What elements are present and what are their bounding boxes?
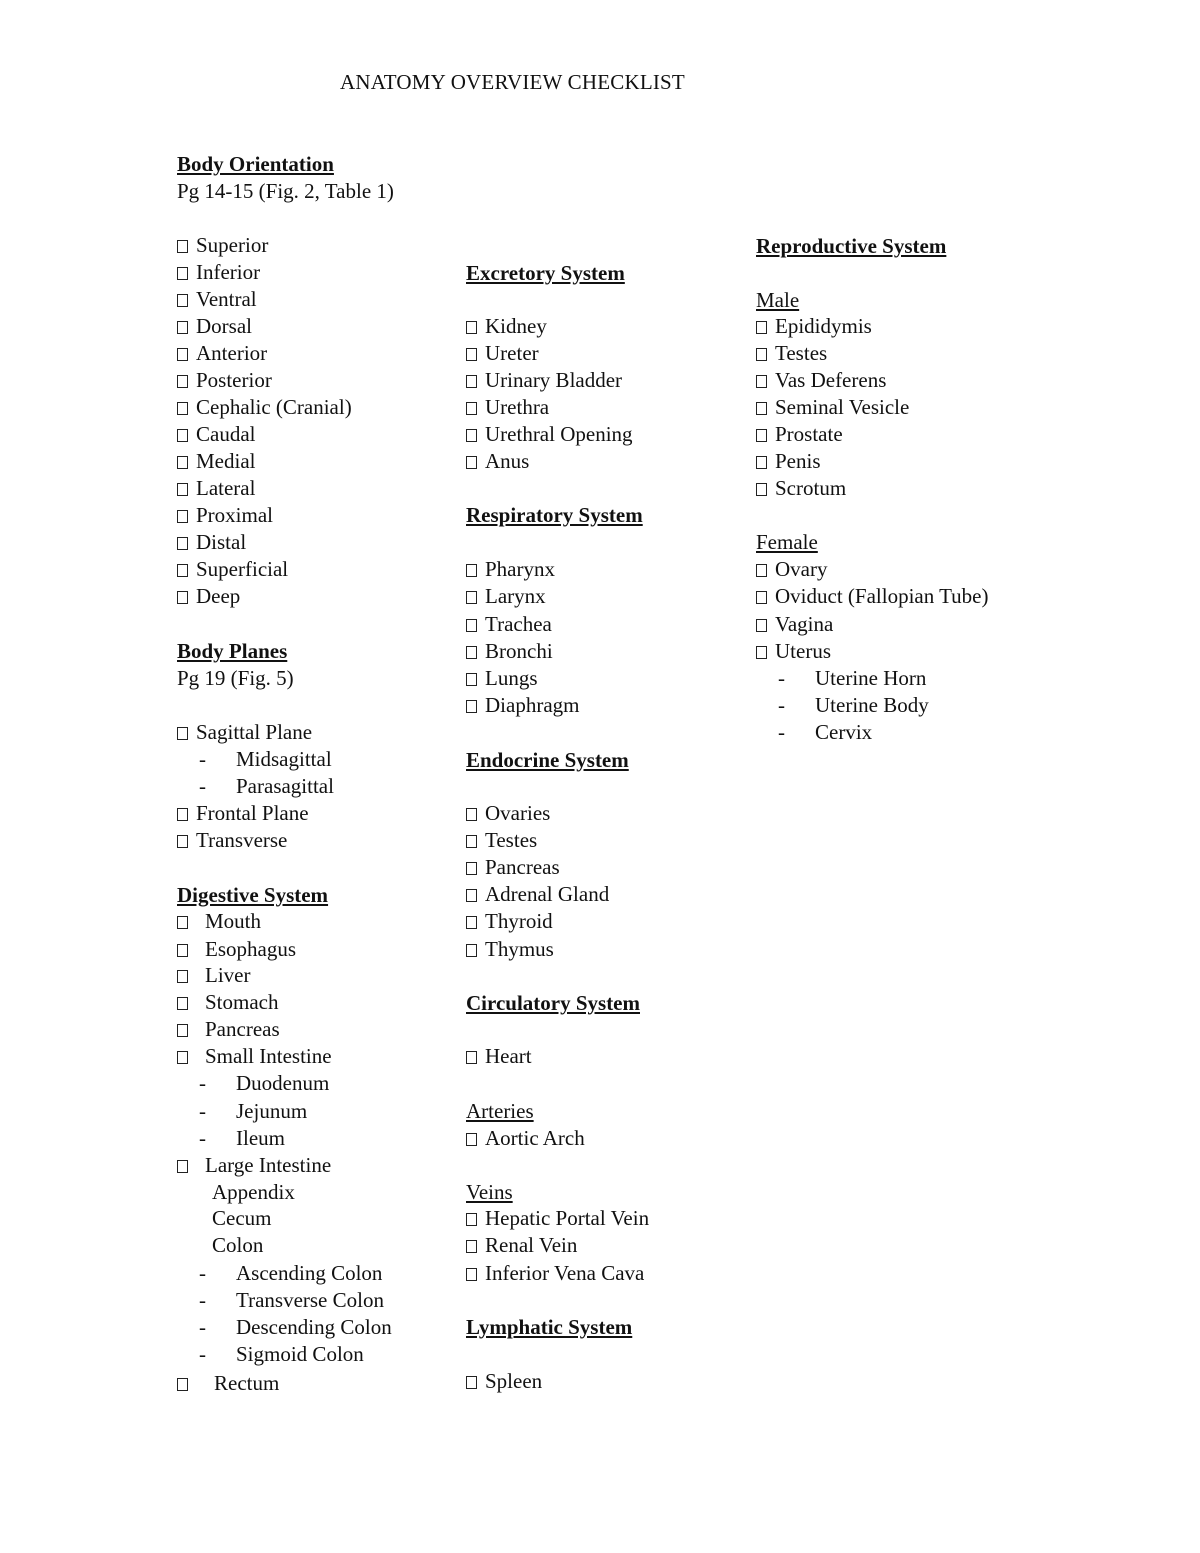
checkbox-icon[interactable] [177,402,188,415]
sub-item: - Transverse Colon [199,1288,384,1312]
dash-bullet: - [199,1288,206,1312]
checkbox-icon[interactable] [756,591,767,604]
checkbox-icon[interactable] [466,944,477,957]
checklist-item[interactable]: Oviduct (Fallopian Tube) [756,583,989,610]
checkbox-icon[interactable] [466,646,477,659]
sub-item: - Ileum [199,1126,285,1150]
male-label: Male [756,288,800,312]
checkbox-icon[interactable] [466,564,477,577]
checklist-item[interactable]: Deep [177,583,240,610]
checklist-item[interactable]: Seminal Vesicle [756,394,909,421]
checkbox-icon[interactable] [756,429,767,442]
checklist-item[interactable]: Cephalic (Cranial) [177,394,352,421]
checkbox-icon[interactable] [177,997,188,1010]
veins-label: Veins [466,1180,513,1204]
checklist-item[interactable]: Stomach [177,989,279,1016]
checklist-item[interactable]: Vagina [756,611,833,638]
digestive-heading: Digestive System [177,883,329,907]
body-planes-ref: Pg 19 (Fig. 5) [177,666,294,690]
checkbox-icon[interactable] [177,944,188,957]
checkbox-icon[interactable] [177,916,188,929]
checklist-item[interactable]: Pharynx [466,556,555,583]
checkbox-icon[interactable] [756,619,767,632]
sub-item: - Cervix [778,720,873,744]
checkbox-icon[interactable] [466,1051,477,1064]
body-orientation-heading: Body Orientation [177,152,334,176]
checklist-item[interactable]: Trachea [466,611,552,638]
checkbox-icon[interactable] [466,375,477,388]
checklist-item[interactable]: Ovaries [466,800,550,827]
sub-item: - Uterine Body [778,693,929,717]
dash-bullet: - [199,1126,206,1150]
checklist-item[interactable]: Sagittal Plane [177,719,312,746]
checkbox-icon[interactable] [756,564,767,577]
checklist-item[interactable]: Transverse [177,827,287,854]
body-planes-heading: Body Planes [177,639,288,663]
checklist-item[interactable]: Posterior [177,367,272,394]
dash-bullet: - [199,747,206,771]
checklist-item[interactable]: Bronchi [466,638,553,665]
checkbox-icon[interactable] [466,700,477,713]
checkbox-icon[interactable] [466,429,477,442]
checklist-item[interactable]: Urinary Bladder [466,367,622,394]
checklist-item[interactable]: Distal [177,529,246,556]
checkbox-icon[interactable] [466,1133,477,1146]
checkbox-icon[interactable] [466,456,477,469]
reproductive-heading: Reproductive System [756,234,947,258]
checkbox-icon[interactable] [177,970,188,983]
checkbox-icon[interactable] [756,646,767,659]
checkbox-icon[interactable] [177,1024,188,1037]
checkbox-icon[interactable] [466,862,477,875]
dash-bullet: - [199,1261,206,1285]
checklist-item[interactable]: Medial [177,448,255,475]
checklist-item[interactable]: Penis [756,448,821,475]
checklist-item[interactable]: Rectum [177,1370,279,1397]
checkbox-icon[interactable] [756,321,767,334]
checkbox-icon[interactable] [466,402,477,415]
dash-bullet: - [199,1315,206,1339]
checkbox-icon[interactable] [466,808,477,821]
checkbox-icon[interactable] [466,348,477,361]
checkbox-icon[interactable] [177,1051,188,1064]
checkbox-icon[interactable] [177,1378,188,1391]
checkbox-icon[interactable] [177,564,188,577]
checklist-item[interactable]: Proximal [177,502,273,529]
checkbox-icon[interactable] [177,294,188,307]
checklist-item[interactable]: Larynx [466,583,546,610]
body-orientation-ref: Pg 14-15 (Fig. 2, Table 1) [177,179,394,203]
sub-item: - Descending Colon [199,1315,392,1339]
checklist-item[interactable]: Anus [466,448,529,475]
checkbox-icon[interactable] [177,808,188,821]
excretory-heading: Excretory System [466,261,625,285]
plain-item: Cecum [212,1206,272,1230]
checklist-item[interactable]: Uterus [756,638,831,665]
checkbox-icon[interactable] [177,348,188,361]
checklist-item[interactable]: Prostate [756,421,843,448]
lymphatic-heading: Lymphatic System [466,1315,633,1339]
checklist-item[interactable]: Hepatic Portal Vein [466,1205,649,1232]
checkbox-icon[interactable] [466,1240,477,1253]
checklist-item[interactable]: Thyroid [466,908,553,935]
checklist-item[interactable]: Lungs [466,665,538,692]
checklist-item[interactable]: Dorsal [177,313,252,340]
checklist-item[interactable]: Pancreas [177,1016,280,1043]
checkbox-icon[interactable] [756,456,767,469]
checklist-item[interactable]: Frontal Plane [177,800,309,827]
checkbox-icon[interactable] [466,321,477,334]
dash-bullet: - [199,1071,206,1095]
checklist-item[interactable]: Caudal [177,421,255,448]
checklist-item[interactable]: Heart [466,1043,532,1070]
sub-item: - Jejunum [199,1099,308,1123]
checkbox-icon[interactable] [177,591,188,604]
checklist-item[interactable]: Diaphragm [466,692,579,719]
checkbox-icon[interactable] [466,591,477,604]
checkbox-icon[interactable] [177,429,188,442]
checklist-item[interactable]: Large Intestine [177,1152,331,1179]
checkbox-icon[interactable] [177,510,188,523]
checklist-item[interactable]: Inferior Vena Cava [466,1260,644,1287]
checklist-item[interactable]: Ventral [177,286,257,313]
checkbox-icon[interactable] [466,916,477,929]
checklist-item[interactable]: Kidney [466,313,547,340]
checkbox-icon[interactable] [177,240,188,253]
checklist-item[interactable]: Pancreas [466,854,560,881]
checklist-item[interactable]: Vas Deferens [756,367,886,394]
checkbox-icon[interactable] [756,402,767,415]
sub-item: - Duodenum [199,1071,330,1095]
circulatory-heading: Circulatory System [466,991,640,1015]
checklist-item[interactable]: Small Intestine [177,1043,332,1070]
dash-bullet: - [199,1099,206,1123]
checkbox-icon[interactable] [177,456,188,469]
checkbox-icon[interactable] [466,1213,477,1226]
plain-item: Appendix [212,1180,295,1204]
checklist-item[interactable]: Lateral [177,475,255,502]
sub-item: - Parasagittal [199,774,334,798]
checklist-item[interactable]: Anterior [177,340,267,367]
checkbox-icon[interactable] [466,1268,477,1281]
checklist-item[interactable]: Urethral Opening [466,421,633,448]
checkbox-icon[interactable] [756,483,767,496]
checklist-item[interactable]: Esophagus [177,936,296,963]
checkbox-icon[interactable] [177,835,188,848]
checkbox-icon[interactable] [177,483,188,496]
checkbox-icon[interactable] [466,835,477,848]
sub-item: - Sigmoid Colon [199,1342,364,1366]
checklist-item[interactable]: Superficial [177,556,288,583]
checkbox-icon[interactable] [466,1376,477,1389]
dash-bullet: - [199,1342,206,1366]
checkbox-icon[interactable] [177,1160,188,1173]
checkbox-icon[interactable] [177,537,188,550]
checklist-item[interactable]: Adrenal Gland [466,881,609,908]
checkbox-icon[interactable] [466,673,477,686]
checkbox-icon[interactable] [756,375,767,388]
checklist-item[interactable]: Renal Vein [466,1232,577,1259]
plain-item: Colon [212,1233,264,1257]
sub-item: - Midsagittal [199,747,332,771]
checklist-item[interactable]: Spleen [466,1368,542,1395]
checklist-item[interactable]: Liver [177,962,250,989]
sub-item: - Ascending Colon [199,1261,383,1285]
dash-bullet: - [778,693,785,717]
checklist-item[interactable]: Ureter [466,340,539,367]
checkbox-icon[interactable] [466,889,477,902]
checklist-item[interactable]: Testes [466,827,537,854]
checklist-item[interactable]: Thymus [466,936,554,963]
endocrine-heading: Endocrine System [466,748,629,772]
checkbox-icon[interactable] [177,375,188,388]
arteries-label: Arteries [466,1099,534,1123]
checkbox-icon[interactable] [466,619,477,632]
checklist-item[interactable]: Scrotum [756,475,846,502]
female-label: Female [756,530,818,554]
checklist-item[interactable]: Mouth [177,908,261,935]
checklist-item[interactable]: Ovary [756,556,827,583]
checklist-item[interactable]: Epididymis [756,313,872,340]
checklist-item[interactable]: Inferior [177,259,260,286]
page-title: ANATOMY OVERVIEW CHECKLIST [340,70,685,94]
checklist-item[interactable]: Superior [177,232,268,259]
checkbox-icon[interactable] [756,348,767,361]
dash-bullet: - [778,666,785,690]
dash-bullet: - [778,720,785,744]
dash-bullet: - [199,774,206,798]
checklist-item[interactable]: Aortic Arch [466,1125,585,1152]
checkbox-icon[interactable] [177,267,188,280]
checklist-item[interactable]: Urethra [466,394,549,421]
checkbox-icon[interactable] [177,321,188,334]
sub-item: - Uterine Horn [778,666,927,690]
checklist-item[interactable]: Testes [756,340,827,367]
respiratory-heading: Respiratory System [466,503,643,527]
checkbox-icon[interactable] [177,727,188,740]
